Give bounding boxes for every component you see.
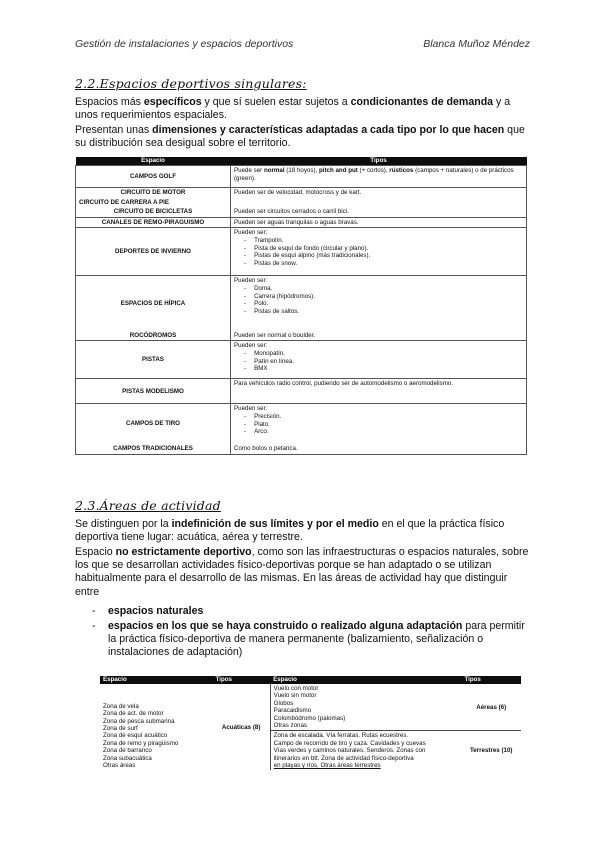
row-hipica-types: Pueden ser: - Doma. - Carrera (hipódromos). - Polo. - Pistas de saltos. xyxy=(231,276,527,331)
t2-header-espacio-1: Espacio xyxy=(100,676,213,684)
table-header-espacio: Espacio xyxy=(76,157,231,166)
row-remo-types: Pueden ser aguas tranquilas o aguas bravas. xyxy=(231,217,527,228)
row-motor-name: CIRCUITO DE MOTOR xyxy=(76,188,231,198)
row-invierno-name: DEPORTES DE INVIERNO xyxy=(76,228,231,276)
row-rocodromos-name: ROCÓDROMOS xyxy=(76,331,231,341)
header-right: Blanca Muñoz Méndez xyxy=(423,38,530,50)
row-golf-name: CAMPOS GOLF xyxy=(76,166,231,188)
row-tiro-types: Pueden ser: - Precisión. - Plato. - Arco. xyxy=(231,404,527,444)
aquatic-zones-list: Zona de vela Zona de act. de motor Zona de pesca submarina Zona de surf Zona de esquí acuático Zona de remo y piragüismo Zona de barranco Zona subacuática Otras áreas xyxy=(103,702,179,770)
row-carrera-name: CIRCUITO DE CARRERA A PIE xyxy=(76,198,231,208)
row-remo-name: CANALES DE REMO-PIRAGUISMO xyxy=(76,217,231,228)
row-hipica-name: ESPACIOS DE HÍPICA xyxy=(76,276,231,331)
activity-areas-table xyxy=(100,676,521,770)
row-tiro-name: CAMPOS DE TIRO xyxy=(76,404,231,444)
header-left: Gestión de instalaciones y espacios deportivos xyxy=(75,38,294,50)
paragraph-dimensions: Presentan unas dimensiones y características adaptadas a cada tipo por lo que hacen que su distribución sea desigual sobre el territorio. xyxy=(75,124,525,150)
row-modelismo-name: PISTAS MODELISMO xyxy=(76,379,231,404)
row-motor-types: Pueden ser de velocidad, motocross y de kart. xyxy=(231,188,527,198)
terrestrial-type: Terrestres (10) xyxy=(461,731,521,771)
aerial-zones-list: Vuelo con motor Vuelo sin motor Globos Paracaidismo Colombódromo (palomas) Otras zonas xyxy=(270,684,461,731)
terrestrial-zones-list: Zona de escalada. Vía ferratas. Rutas ecuestres. Campo de recorrido de tiro y caza. Cavidades y cuevas Vías verdes y caminos naturales. Senderos. Zonas con itinerarios en btt. Zona de actividad físico-deportiva en playas y ríos. Otras áreas terrestres xyxy=(270,731,461,771)
section-title-2-2: 2.2.Espacios deportivos singulares: xyxy=(75,76,307,91)
row-pistas-name: PISTAS xyxy=(76,341,231,379)
t2-header-tipos-1: Tipos xyxy=(213,676,271,684)
table-header-tipos: Tipos xyxy=(231,157,527,166)
row-rocodromos-types: Pueden ser normal o boulder. xyxy=(231,331,527,341)
t2-header-tipos-2: Tipos xyxy=(461,676,521,684)
paragraph-indefinition: Se distinguen por la indefinición de sus límites y por el medio en el que la práctica físico deportiva tiene lugar: acuática, aérea y terrestre. xyxy=(75,518,505,544)
row-tradicionales-name: CAMPOS TRADICIONALES xyxy=(76,444,231,454)
t2-header-espacio-2: Espacio xyxy=(270,676,461,684)
row-pistas-types: Pueden ser: - Monopatín. - Patín en línea. - BMX xyxy=(231,341,527,379)
row-tradicionales-types: Como bolos o petanca. xyxy=(231,444,527,454)
paragraph-non-sport-space: Espacio no estrictamente deportivo, como son las infraestructuras o espacios naturales, sobre los que se desarrollan actividades físico-deportivas porque se han adaptado o se utilizan habitualmente para el desarrollo de las mismas. En las áreas de actividad hay que distinguir entre xyxy=(75,546,529,598)
row-bici-types: Pueden ser circuitos cerrados o carril bici. xyxy=(231,207,527,217)
paragraph-specific-spaces: Espacios más específicos y que sí suelen estar sujetos a condicionantes de demanda y a unos requerimientos espaciales. xyxy=(75,96,511,122)
singular-spaces-table xyxy=(75,157,527,455)
row-golf-types: Puede ser normal (18 hoyos), pitch and put (+ cortos), rústicos (campos + naturales) o de prácticos (green). xyxy=(231,166,527,188)
aerial-type: Aéreas (6) xyxy=(476,703,507,711)
row-invierno-types: Pueden ser: - Trampolín. - Pista de esquí de fondo (circular y plano). - Pistas de esquí alpino (más tradicionales). - Pistas de snow. xyxy=(231,228,527,276)
aquatic-type: Acuáticas (8) xyxy=(221,723,261,731)
section-title-2-3: 2.3.Áreas de actividad xyxy=(75,498,221,513)
row-modelismo-types: Para vehículos radio control, pudiendo ser de automodelismo o aeromodelismo. xyxy=(231,379,527,404)
row-bici-name: CIRCUITO DE BICICLETAS xyxy=(76,207,231,217)
